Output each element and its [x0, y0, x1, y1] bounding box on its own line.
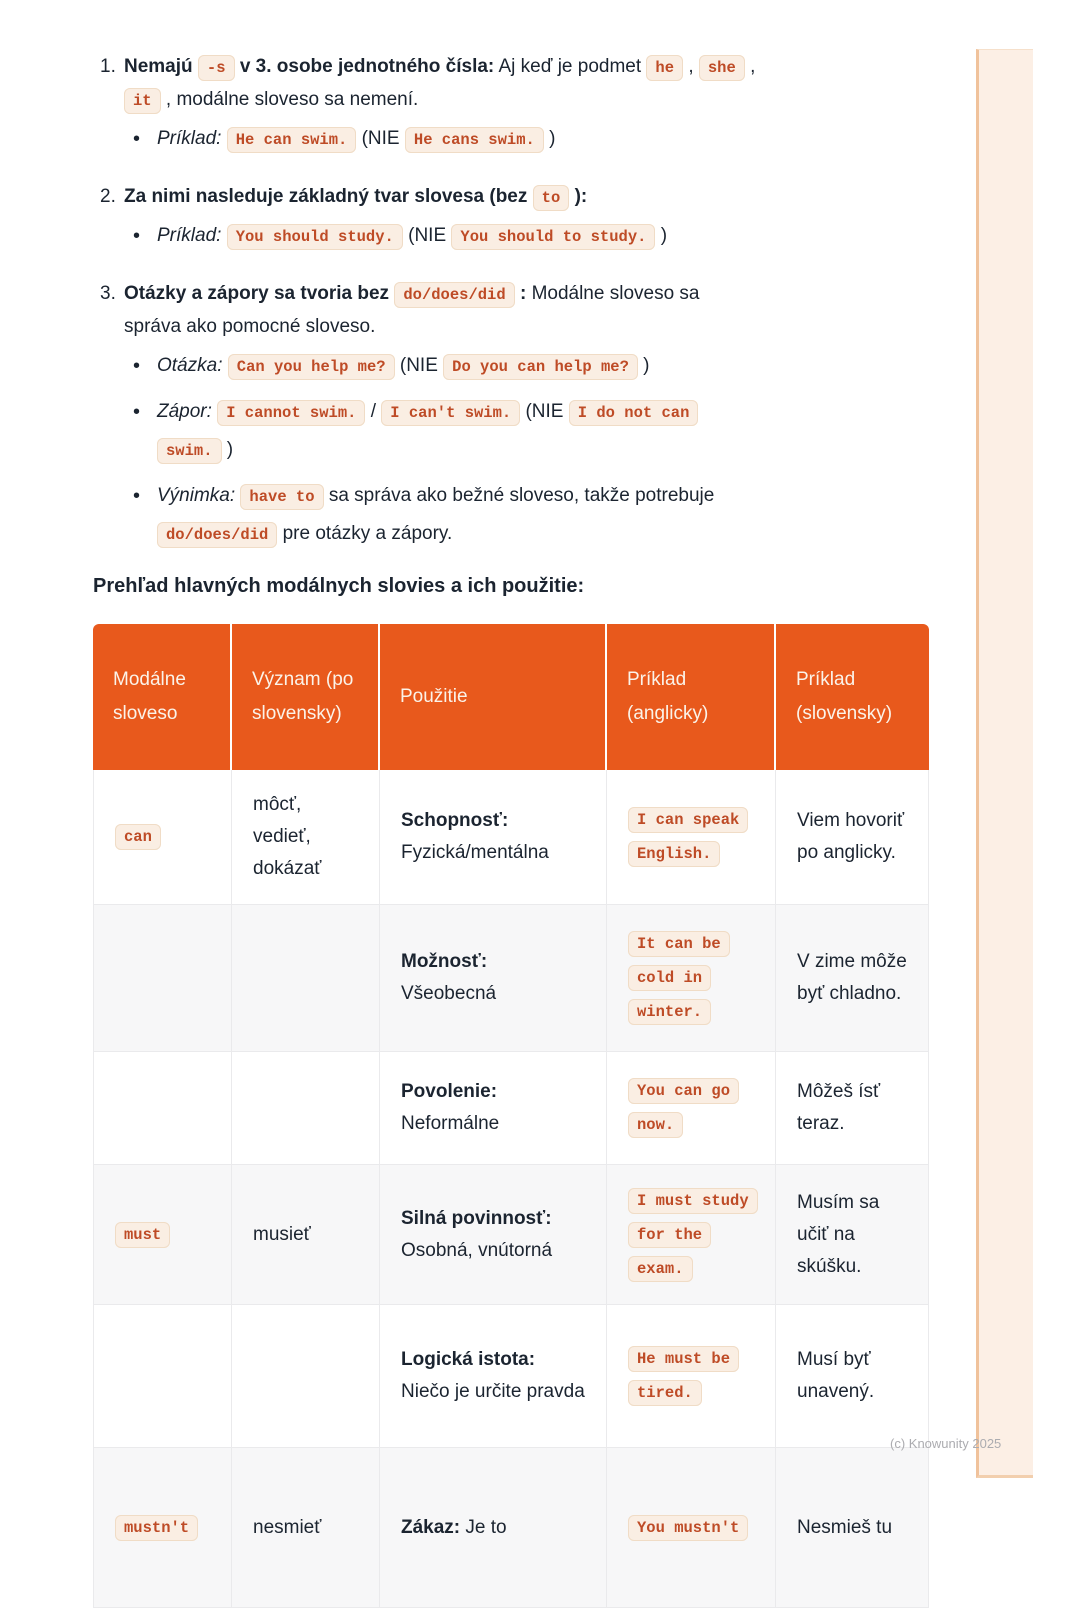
- table-row: [93, 770, 929, 905]
- code-badge: He cans swim.: [405, 127, 544, 153]
- rule-item: [100, 180, 929, 255]
- cell-example-english: [607, 1052, 776, 1165]
- example-slovak-text: Viem hovoriť po anglicky.: [797, 810, 905, 863]
- cell-example-english: [607, 1305, 776, 1448]
- document-content: [93, 50, 929, 1608]
- rule-bullets: [100, 120, 929, 158]
- column-header: Význam (po slovensky): [232, 624, 380, 770]
- text-segment: Aj keď je podmet: [498, 56, 642, 77]
- text-segment: ): [660, 225, 668, 246]
- table-header: [93, 624, 929, 770]
- text-segment: , modálne sloveso sa nemení.: [165, 89, 419, 110]
- text-segment: (NIE: [399, 355, 438, 376]
- code-badge: You should study.: [227, 224, 403, 250]
- cell-modal-verb: [93, 905, 232, 1052]
- rule-number: 1.: [100, 56, 116, 77]
- usage-text: Neformálne: [401, 1113, 500, 1134]
- code-badge: I do not can: [569, 400, 699, 426]
- code-badge: You mustn't: [628, 1515, 748, 1541]
- code-badge: can: [115, 824, 161, 850]
- cell-example-english: [607, 905, 776, 1052]
- cell-example-slovak: [776, 1305, 929, 1448]
- meaning-text: musieť: [253, 1223, 311, 1245]
- cell-meaning: [232, 905, 380, 1052]
- rule-text: [100, 180, 929, 213]
- example-slovak-text: Musí byť unavený.: [797, 1349, 875, 1402]
- text-segment: Otázky a zápory sa tvoria bez: [124, 283, 390, 304]
- meaning-text: môcť, vedieť, dokázať: [253, 794, 322, 879]
- text-segment: Príklad:: [157, 128, 222, 149]
- code-badge: swim.: [157, 438, 222, 464]
- column-header: Použitie: [380, 624, 607, 770]
- code-badge: mustn't: [115, 1515, 198, 1541]
- text-segment: správa ako pomocné sloveso.: [124, 316, 376, 337]
- usage-label: Schopnosť:: [401, 810, 509, 831]
- rule-text: [100, 50, 929, 116]
- meaning-text: nesmieť: [253, 1516, 322, 1538]
- code-badge: do/does/did: [394, 282, 514, 308]
- cell-example-english: [607, 1448, 776, 1608]
- text-segment: sa správa ako bežné sloveso, takže potrebuje: [328, 485, 715, 506]
- table-body: [93, 770, 929, 1608]
- usage-text: Osobná, vnútorná: [401, 1239, 553, 1261]
- table-row: [93, 1448, 929, 1608]
- rule-item: [100, 277, 929, 553]
- cell-meaning: [232, 1448, 380, 1608]
- text-segment: v 3. osobe jednotného čísla:: [239, 56, 495, 77]
- usage-label: Možnosť:: [401, 951, 488, 972]
- text-segment: Nemajú: [124, 56, 193, 77]
- cell-meaning: [232, 1052, 380, 1165]
- table-row: [93, 1305, 929, 1448]
- copyright-watermark: (c) Knowunity 2025: [890, 1436, 1002, 1451]
- code-badge: It can be cold in winter.: [628, 931, 730, 1025]
- cell-modal-verb: [93, 770, 232, 905]
- cell-example-slovak: [776, 905, 929, 1052]
- cell-usage: [380, 1052, 607, 1165]
- code-badge: Do you can help me?: [443, 354, 638, 380]
- text-segment: (NIE: [408, 225, 447, 246]
- text-segment: Príklad:: [157, 225, 222, 246]
- cell-usage: [380, 905, 607, 1052]
- cell-meaning: [232, 1305, 380, 1448]
- code-badge: Can you help me?: [228, 354, 395, 380]
- table-header-row: [93, 624, 929, 770]
- text-segment: ):: [574, 186, 588, 207]
- code-badge: I can speak English.: [628, 807, 748, 867]
- bullet-item: [100, 393, 929, 469]
- code-badge: it: [124, 88, 161, 114]
- code-badge: I can't swim.: [381, 400, 520, 426]
- code-badge: do/does/did: [157, 522, 277, 548]
- cell-example-english: [607, 770, 776, 905]
- rule-item: [100, 50, 929, 158]
- cell-usage: [380, 1448, 607, 1608]
- example-slovak-text: Musím sa učiť na skúšku.: [797, 1191, 880, 1277]
- example-slovak-text: V zime môže byť chladno.: [797, 951, 907, 1004]
- rule-number: 2.: [100, 186, 116, 207]
- code-badge: to: [533, 185, 570, 211]
- text-segment: Modálne sloveso sa: [531, 283, 700, 304]
- text-segment: ): [549, 128, 556, 149]
- cell-usage: [380, 770, 607, 905]
- usage-text: Je to: [465, 1516, 507, 1538]
- cell-example-slovak: [776, 1448, 929, 1608]
- text-segment: /: [370, 401, 376, 422]
- table-row: [93, 905, 929, 1052]
- text-segment: (NIE: [525, 401, 564, 422]
- cell-modal-verb: [93, 1305, 232, 1448]
- code-badge: must: [115, 1222, 170, 1248]
- page-edge-decoration: [976, 49, 1033, 1478]
- cell-example-slovak: [776, 770, 929, 905]
- rule-text: [100, 277, 929, 343]
- text-segment: Zápor:: [157, 401, 212, 422]
- cell-usage: [380, 1305, 607, 1448]
- cell-example-slovak: [776, 1165, 929, 1305]
- text-segment: Za nimi nasleduje základný tvar slovesa (bez: [124, 186, 528, 207]
- code-badge: he: [646, 55, 683, 81]
- cell-meaning: [232, 1165, 380, 1305]
- text-segment: :: [519, 283, 527, 304]
- code-badge: have to: [240, 484, 323, 510]
- cell-modal-verb: [93, 1448, 232, 1608]
- usage-text: Niečo je určite pravda: [401, 1381, 585, 1402]
- cell-meaning: [232, 770, 380, 905]
- column-header: Modálne sloveso: [93, 624, 232, 770]
- table-heading: Prehľad hlavných modálnych slovies a ich použitie:: [93, 575, 585, 597]
- usage-text: Všeobecná: [401, 983, 497, 1004]
- usage-text: Fyzická/mentálna: [401, 842, 549, 863]
- usage-label: Povolenie:: [401, 1081, 498, 1102]
- text-segment: pre otázky a zápory.: [282, 523, 453, 544]
- text-segment: ,: [750, 56, 756, 77]
- text-segment: Otázka:: [157, 355, 223, 376]
- bullet-item: [100, 477, 929, 553]
- code-badge: I must study for the exam.: [628, 1188, 758, 1282]
- code-badge: You can go now.: [628, 1078, 739, 1138]
- example-slovak-text: Nesmieš tu: [797, 1516, 893, 1538]
- bullet-item: [100, 347, 929, 385]
- usage-label: Zákaz:: [401, 1516, 461, 1538]
- usage-label: Silná povinnosť:: [401, 1207, 552, 1229]
- table-row: [93, 1052, 929, 1165]
- text-segment: ): [226, 439, 234, 460]
- table-row: [93, 1165, 929, 1305]
- code-badge: You should to study.: [451, 224, 655, 250]
- cell-usage: [380, 1165, 607, 1305]
- cell-modal-verb: [93, 1165, 232, 1305]
- rules-list: [93, 50, 929, 553]
- code-badge: He must be tired.: [628, 1346, 739, 1406]
- text-segment: Výnimka:: [157, 485, 236, 506]
- code-badge: -s: [198, 55, 235, 81]
- bullet-item: [100, 120, 929, 158]
- rule-bullets: [100, 347, 929, 553]
- usage-label: Logická istota:: [401, 1349, 536, 1370]
- rule-bullets: [100, 217, 929, 255]
- text-segment: ,: [688, 56, 694, 77]
- column-header: Príklad (anglicky): [607, 624, 776, 770]
- modal-verbs-table: [93, 624, 929, 1608]
- code-badge: she: [699, 55, 745, 81]
- text-segment: ): [643, 355, 650, 376]
- cell-example-english: [607, 1165, 776, 1305]
- code-badge: He can swim.: [227, 127, 357, 153]
- code-badge: I cannot swim.: [217, 400, 365, 426]
- example-slovak-text: Môžeš ísť teraz.: [797, 1081, 881, 1134]
- column-header: Príklad (slovensky): [776, 624, 929, 770]
- text-segment: (NIE: [361, 128, 400, 149]
- bullet-item: [100, 217, 929, 255]
- cell-example-slovak: [776, 1052, 929, 1165]
- rule-number: 3.: [100, 283, 116, 304]
- cell-modal-verb: [93, 1052, 232, 1165]
